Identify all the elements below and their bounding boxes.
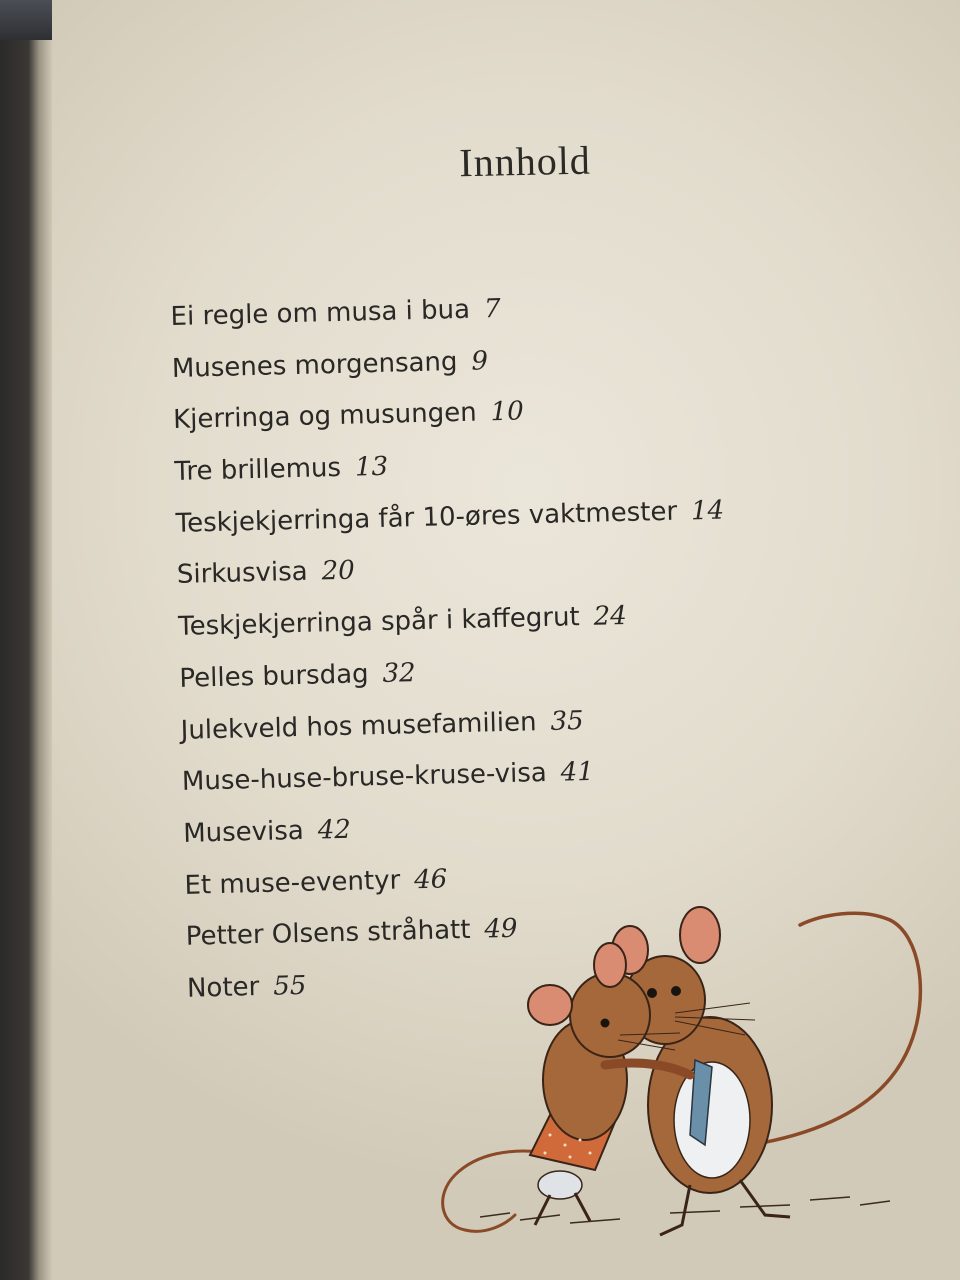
entry-title: Ei regle om musa i bua xyxy=(170,294,471,332)
entry-page: 35 xyxy=(550,705,584,737)
entry-title: Sirkusvisa xyxy=(176,557,309,591)
dancing-mice-illustration xyxy=(420,895,960,1265)
entry-page: 13 xyxy=(354,451,389,483)
entry-page: 49 xyxy=(484,913,518,945)
entry-page: 20 xyxy=(321,556,356,587)
boy-mouse xyxy=(612,907,790,1235)
entry-title: Et muse-eventyr xyxy=(184,865,401,901)
entry-page: 9 xyxy=(471,345,489,377)
entry-page: 55 xyxy=(272,970,307,1002)
entry-page: 10 xyxy=(490,396,525,428)
entry-title: Pelles bursdag xyxy=(179,659,369,694)
entry-page: 14 xyxy=(690,495,725,527)
entry-page: 41 xyxy=(560,756,595,788)
entry-title: Noter xyxy=(186,971,260,1004)
entry-title: Musenes morgensang xyxy=(171,346,458,384)
entry-title: Julekveld hos musefamilien xyxy=(180,706,537,746)
entry-page: 46 xyxy=(413,863,448,895)
entry-title: Tre brillemus xyxy=(174,452,342,488)
entry-title: Teskjekjerringa spår i kaffegrut xyxy=(177,602,581,643)
page-title: Innhold xyxy=(458,137,592,186)
entry-title: Teskjekjerringa får 10-øres vaktmester xyxy=(175,496,678,539)
entry-title: Muse-huse-bruse-kruse-visa xyxy=(181,758,548,798)
entry-page: 24 xyxy=(593,601,628,632)
entry-page: 42 xyxy=(317,814,352,846)
entry-page: 32 xyxy=(382,657,417,689)
entry-page: 7 xyxy=(483,293,501,325)
book-cover-edge xyxy=(0,0,52,40)
entry-title: Musevisa xyxy=(182,815,305,849)
entry-title: Petter Olsens stråhatt xyxy=(185,915,471,953)
right-mouse-tail xyxy=(750,913,920,1145)
entry-title: Kjerringa og musungen xyxy=(172,397,477,436)
